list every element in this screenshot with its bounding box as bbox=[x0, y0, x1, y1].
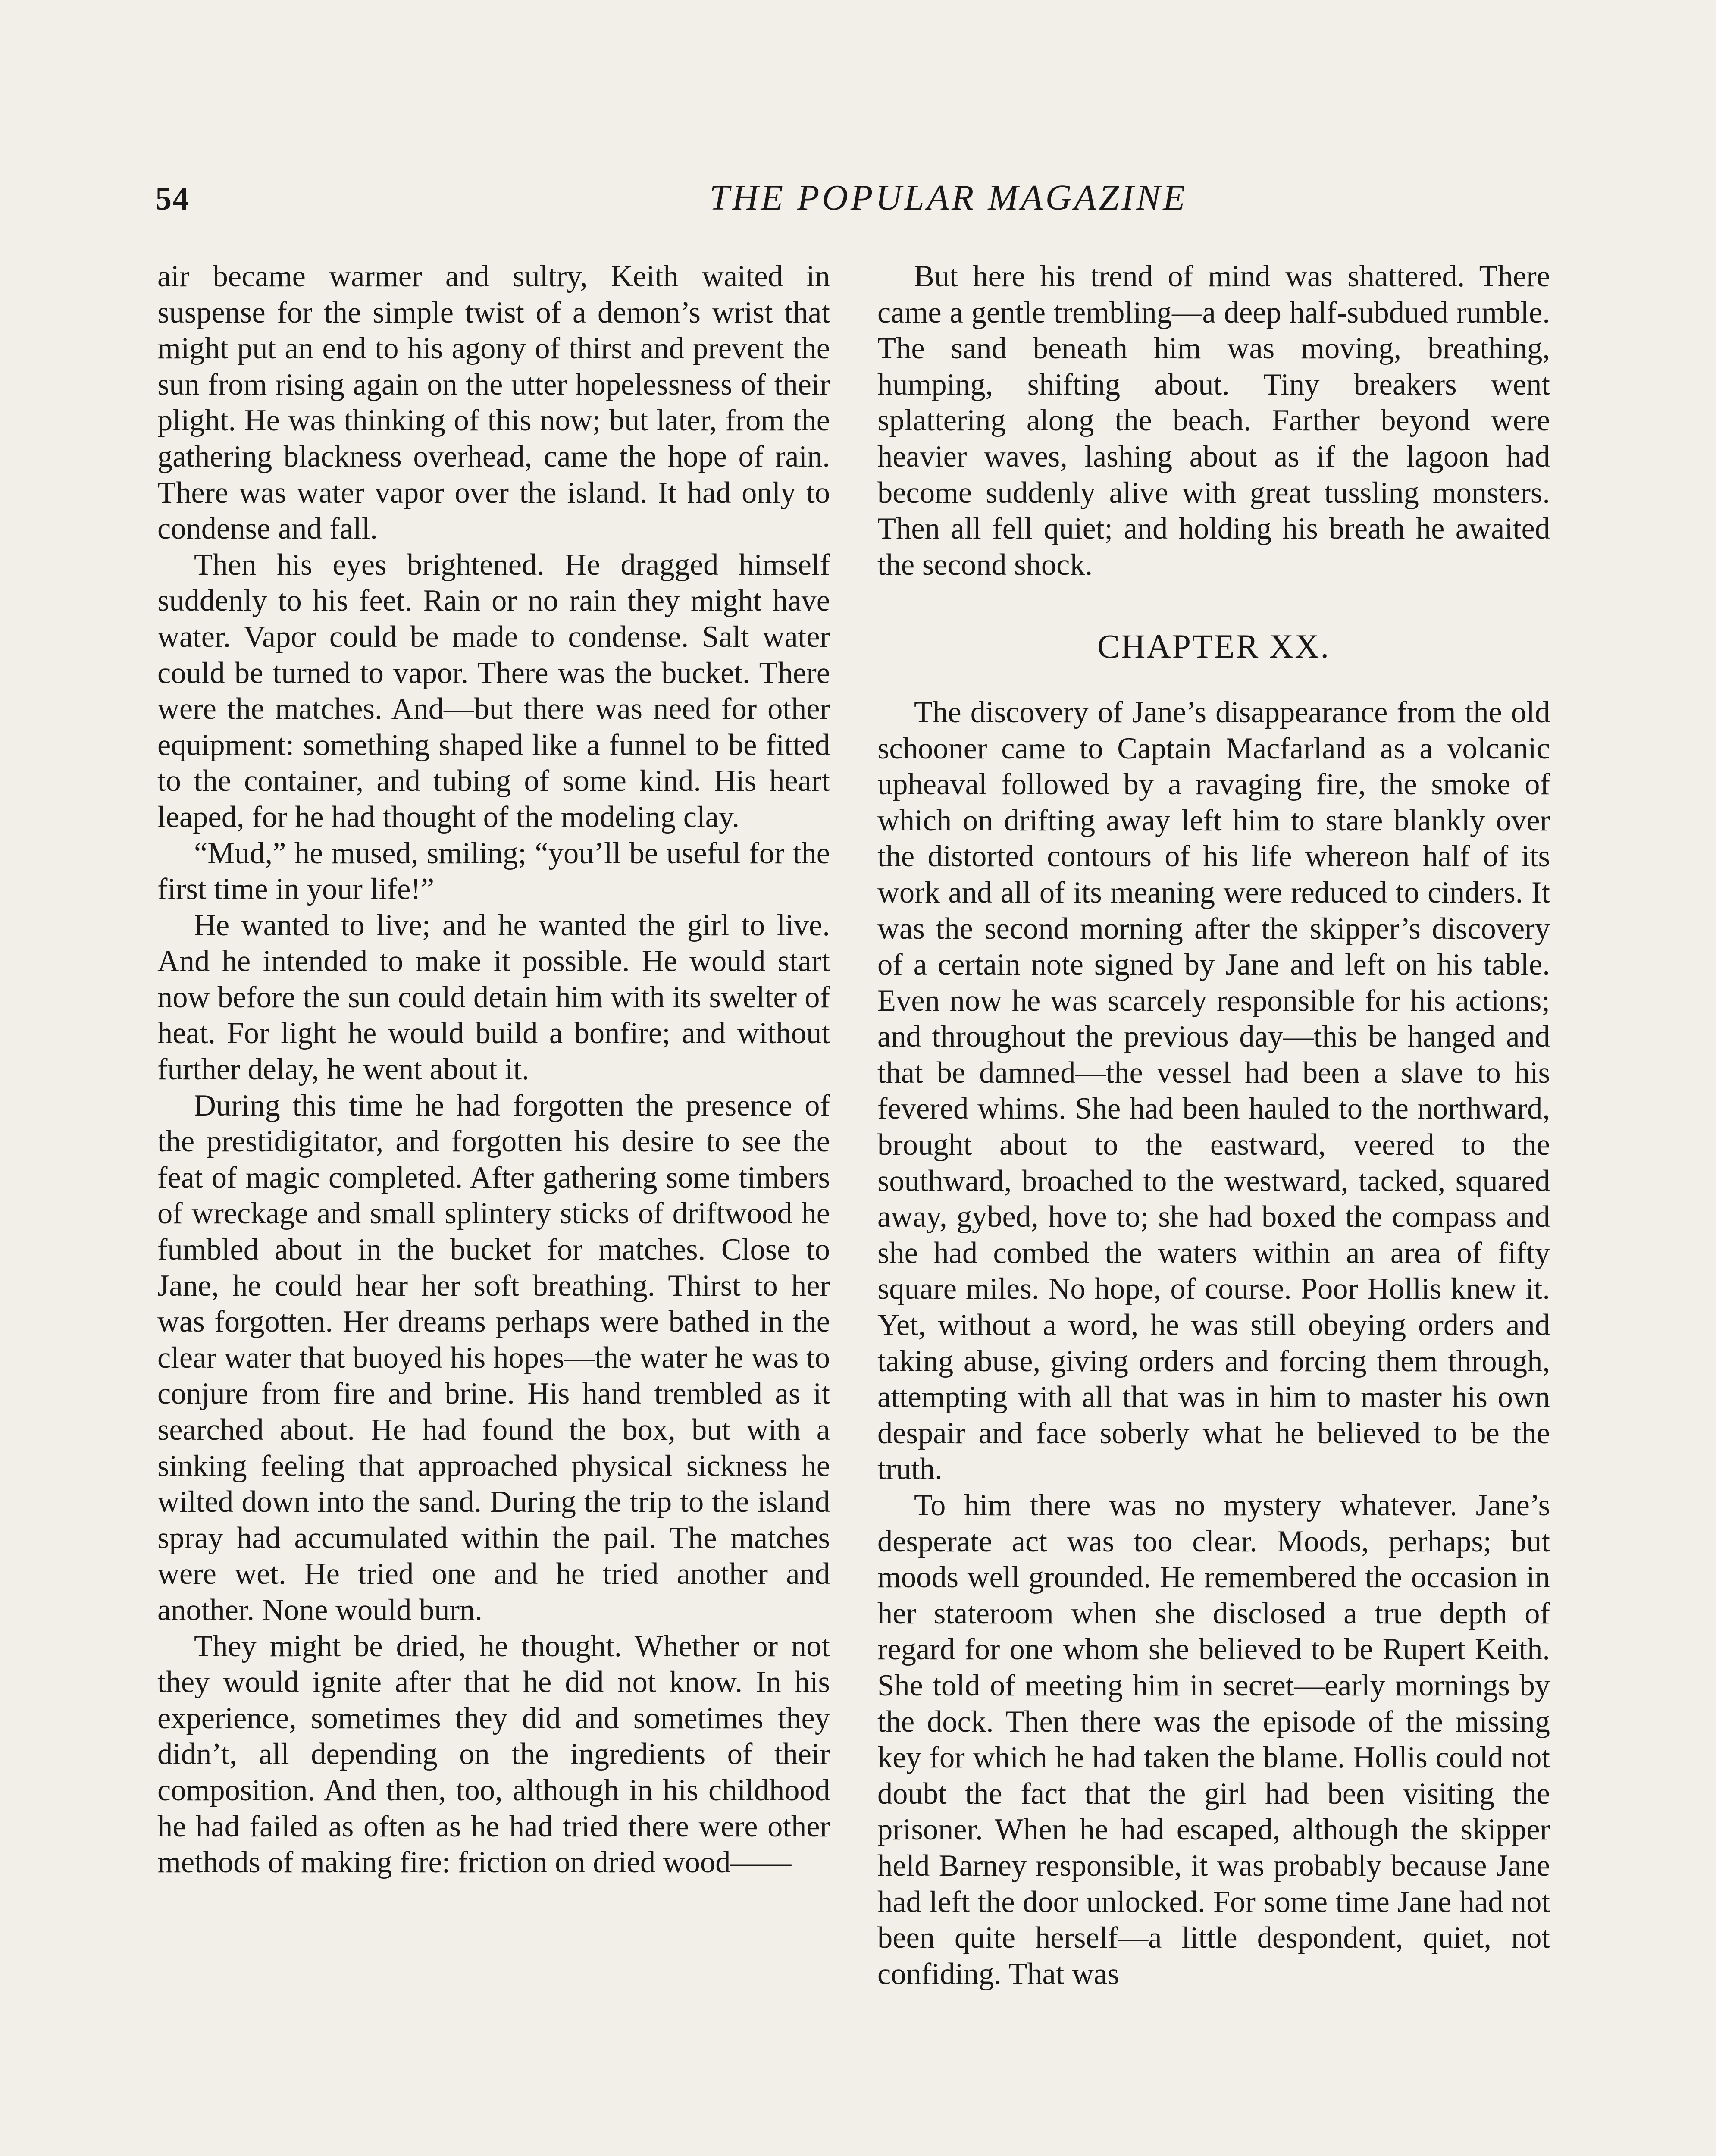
left-column bbox=[157, 259, 830, 1881]
paragraph: But here his trend of mind was shattered. There came a gentle trembling—a deep half-subdued rumble. The sand beneath him was moving, breathing, humping, shifting about. Tiny breakers went splattering along the beach. Farther beyond were heavier waves, lashing about as if the lagoon had become suddenly alive with great tussling monsters. Then all fell quiet; and holding his breath he awaited the second shock. bbox=[877, 260, 1550, 582]
paragraph: Then his eyes brightened. He dragged himself suddenly to his feet. Rain or no rain they might have water. Vapor could be made to condense. Salt water could be turned to vapor. There was the bucket. There were the matches. And—but there was need for other equipment: something shaped like a funnel to be fitted to the container, and tubing of some kind. His heart leaped, for he had thought of the modeling clay. bbox=[157, 548, 830, 834]
running-head: THE POPULAR MAGAZINE bbox=[709, 178, 1188, 218]
paragraph: To him there was no mystery whatever. Jane’s desperate act was too clear. Moods, perhaps; but moods well grounded. He remembered the occasion in her stateroom when she disclosed a true depth of regard for one whom she believed to be Rupert Keith. She told of meeting him in secret—early mornings by the dock. Then there was the episode of the missing key for which he had taken the blame. Hollis could not doubt the fact that the girl had been visiting the prisoner. When he had escaped, although the skipper held Barney responsible, it was probably because Jane had left the door unlocked. For some time Jane had not been quite herself—a little despondent, quiet, not confiding. That was bbox=[877, 1489, 1550, 1991]
chapter-heading: CHAPTER XX. bbox=[1097, 627, 1331, 665]
paragraph: They might be dried, he thought. Whether or not they would ignite after that he did not know. In his experience, sometimes they did and sometimes they didn’t, all depending on the ingredients of their composition. And then, too, although in his childhood he had failed as often as he had tried there were other methods of making fire: friction on dried wood—— bbox=[157, 1629, 830, 1880]
paragraph: He wanted to live; and he wanted the girl to live. And he intended to make it possible. He would start now before the sun could detain him with its swelter of heat. For light he would build a bonfire; and without further delay, he went about it. bbox=[157, 908, 830, 1087]
right-column bbox=[877, 259, 1550, 1992]
paragraph: “Mud,” he mused, smiling; “you’ll be useful for the first time in your life!” bbox=[157, 836, 830, 906]
paragraph: air became warmer and sultry, Keith waited in suspense for the simple twist of a demon’s wrist that might put an end to his agony of thirst and prevent the sun from rising again on the utter hopelessness of their plight. He was thinking of this now; but later, from the gathering blackness overhead, came the hope of rain. There was water vapor over the island. It had only to condense and fall. bbox=[157, 260, 830, 546]
page-number: 54 bbox=[155, 181, 190, 217]
paragraph: The discovery of Jane’s disappearance from the old schooner came to Captain Macfarland as a volcanic upheaval followed by a ravaging fire, the smoke of which on drifting away left him to stare blankly over the distorted contours of his life whereon half of its work and all of its meaning were reduced to cinders. It was the second morning after the skipper’s discovery of a certain note signed by Jane and left on his table. Even now he was scarcely responsible for his actions; and throughout the previous day—this be hanged and that be damned—the vessel had been a slave to his fevered whims. She had been hauled to the northward, brought about to the eastward, veered to the southward, broached to the westward, tacked, squared away, gybed, hove to; she had boxed the compass and she had combed the waters within an area of fifty square miles. No hope, of course. Poor Hollis knew it. Yet, without a word, he was still obeying orders and taking abuse, giving orders and forcing them through, attempting with all that was in him to master his own despair and face soberly what he believed to be the truth. bbox=[877, 695, 1550, 1486]
paragraph: During this time he had forgotten the presence of the prestidigitator, and forgotten his desire to see the feat of magic completed. After gathering some timbers of wreckage and small splintery sticks of driftwood he fumbled about in the bucket for matches. Close to Jane, he could hear her soft breathing. Thirst to her was forgotten. Her dreams perhaps were bathed in the clear water that buoyed his hopes—the water he was to conjure from fire and brine. His hand trembled as it searched about. He had found the box, but with a sinking feeling that approached physical sickness he wilted down into the sand. During the trip to the island spray had accumulated within the pail. The matches were wet. He tried one and he tried another and another. None would burn. bbox=[157, 1088, 830, 1627]
